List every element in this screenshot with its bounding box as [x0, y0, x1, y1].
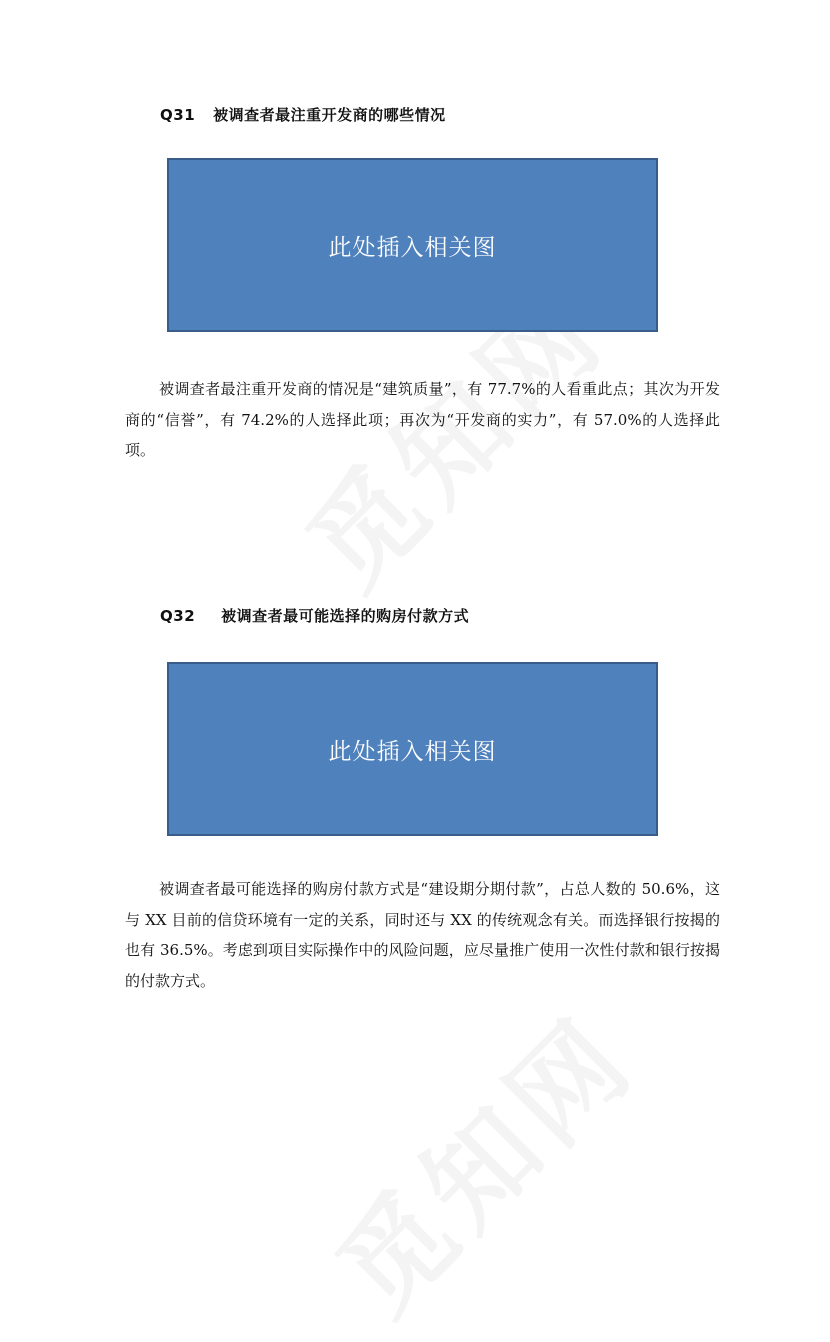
section-heading	[160, 605, 469, 626]
section-heading	[160, 104, 446, 125]
section-paragraph: 被调查者最注重开发商的情况是“建筑质量”，有 77.7%的人看重此点；其次为开发商的“信誉”，有 74.2%的人选择此项；再次为“开发商的实力”，有 57.0%的人选择此项。	[125, 380, 720, 459]
section-paragraph: 被调查者最可能选择的购房付款方式是“建设期分期付款”，占总人数的 50.6%，这与 XX 目前的信贷环境有一定的关系，同时还与 XX 的传统观念有关。而选择银行按揭的也有 36.5%。考虑到项目实际操作中的风险问题，应尽量推广使用一次性付款和银行按揭的付款方式。	[125, 880, 720, 990]
figure-placeholder	[167, 662, 658, 836]
question-number: Q32	[160, 607, 196, 625]
section-title: 被调查者最注重开发商的哪些情况	[213, 106, 446, 124]
figure-placeholder	[167, 158, 658, 332]
section-title: 被调查者最可能选择的购房付款方式	[221, 607, 470, 625]
placeholder-text: 此处插入相关图	[328, 234, 497, 261]
placeholder-text: 此处插入相关图	[328, 738, 497, 765]
watermark	[297, 976, 663, 1342]
question-number: Q31	[160, 106, 196, 124]
